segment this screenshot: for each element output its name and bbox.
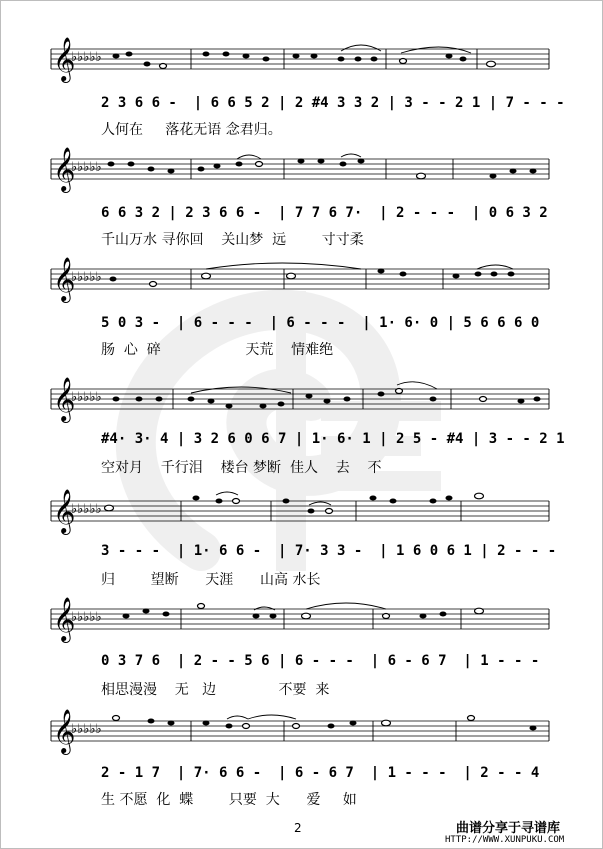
staff-system-7 [1,711,603,771]
svg-text:𝄞: 𝄞 [53,597,76,641]
staff-system-3 [1,259,603,319]
lyrics-line-7: 生 不愿 化 蝶 只要 大 爱 如 [101,792,357,808]
staff-system-6 [1,599,603,659]
jianpu-line-1: 2 3 6 6 - | 6 6 5 2 | 2 #4 3 3 2 | 3 - - 2 1 | 7 - - - [101,95,565,111]
svg-text:♭♭♭♭♭: ♭♭♭♭♭ [71,50,102,65]
svg-text:♭♭♭♭♭: ♭♭♭♭♭ [71,610,102,625]
jianpu-line-2: 6 6 3 2 | 2 3 6 6 - | 7 7 6 7· | 2 - - - | 0 6 3 2 [101,205,548,221]
svg-text:𝄞: 𝄞 [53,257,76,301]
staff-system-2 [1,149,603,209]
svg-text:♭♭♭♭♭: ♭♭♭♭♭ [71,502,102,517]
jianpu-line-6: 0 3 7 6 | 2 - - 5 6 | 6 - - - | 6 - 6 7 | 1 - - - [101,653,540,669]
lyrics-line-5: 归 望断 天涯 山高 水长 [101,572,321,588]
lyrics-line-1: 人何在 落花无语 念君归。 [101,122,282,138]
page-number: 2 [294,821,302,835]
staff-system-4 [1,379,603,439]
staff-system-1 [1,39,603,99]
jianpu-line-3: 5 0 3 - | 6 - - - | 6 - - - | 1· 6· 0 | 5 6 6 6 0 [101,315,540,331]
staff-system-5 [1,491,603,551]
svg-text:♭♭♭♭♭: ♭♭♭♭♭ [71,722,102,737]
svg-text:𝄞: 𝄞 [53,37,76,81]
lyrics-line-3: 肠 心 碎 天荒 情难绝 [101,342,334,358]
svg-text:𝄞: 𝄞 [53,377,76,421]
svg-text:𝄞: 𝄞 [53,147,76,191]
svg-text:𝄞: 𝄞 [53,709,76,753]
svg-text:♭♭♭♭♭: ♭♭♭♭♭ [71,270,102,285]
site-url: HTTP://WWW.XUNPUKU.COM [445,835,565,845]
svg-text:𝄞: 𝄞 [53,489,76,533]
svg-text:♭♭♭♭♭: ♭♭♭♭♭ [71,390,102,405]
lyrics-line-4: 空对月 千行泪 楼台 梦断 佳人 去 不 [101,460,382,476]
lyrics-line-2: 千山万水 寻你回 关山梦 远 寸寸柔 [101,232,364,248]
lyrics-line-6: 相思漫漫 无 边 不要 来 [101,682,330,698]
jianpu-line-7: 2 - 1 7 | 7· 6 6 - | 6 - 6 7 | 1 - - - | 2 - - 4 [101,765,540,781]
jianpu-line-5: 3 - - - | 1· 6 6 - | 7· 3 3 - | 1 6 0 6 1 | 2 - - - [101,543,557,559]
site-name: 曲谱分享于寻谱库 [456,821,561,836]
svg-text:♭♭♭♭♭: ♭♭♭♭♭ [71,160,102,175]
jianpu-line-4: #4· 3· 4 | 3 2 6 0 6 7 | 1· 6· 1 | 2 5 - #4 | 3 - - 2 1 [101,431,565,447]
